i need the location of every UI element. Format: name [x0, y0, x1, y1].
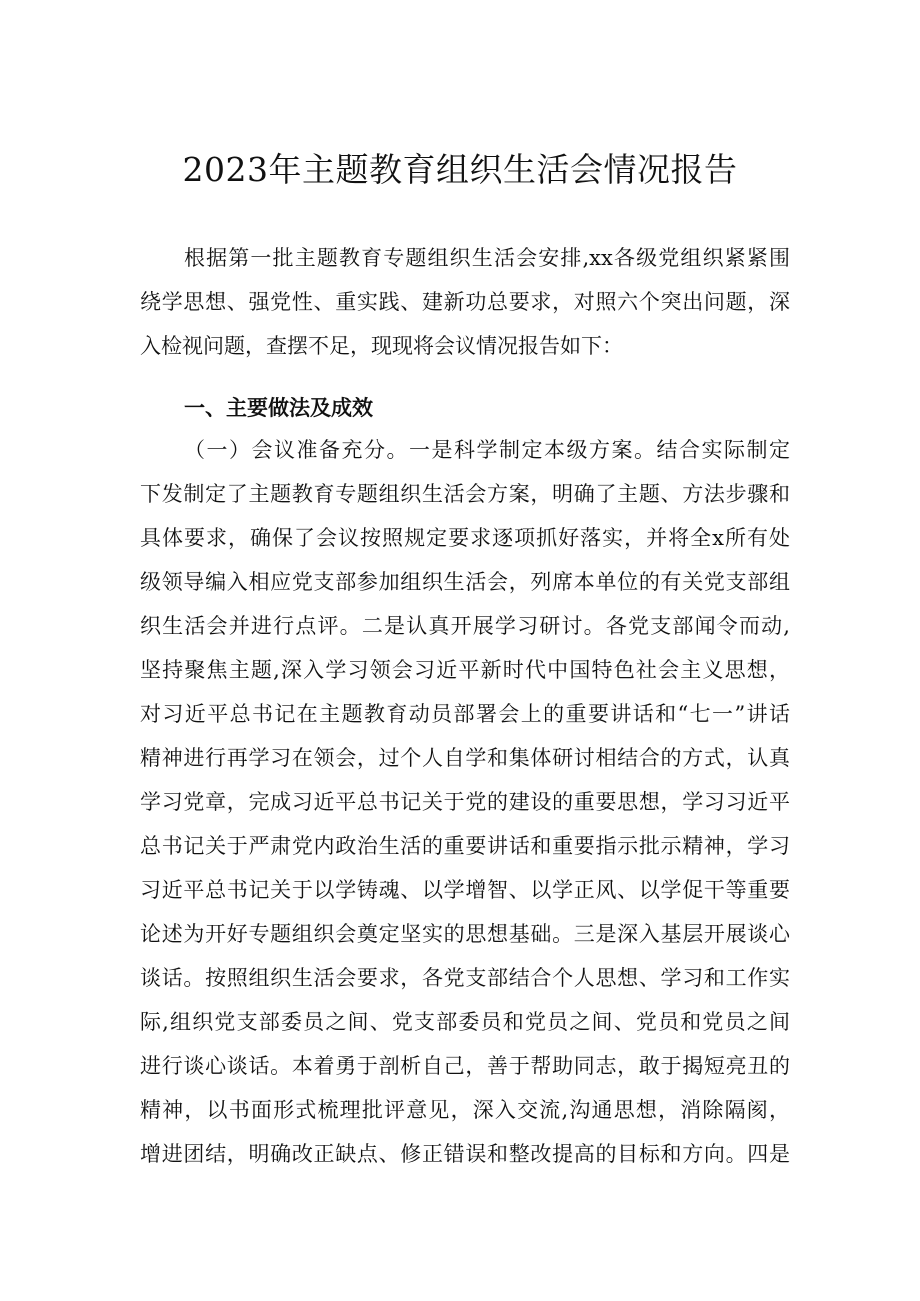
intro-line: 入检视问题，查摆不足，现现将会议情况报告如下： — [140, 334, 623, 358]
body-line: 习近平总书记关于以学铸魂、以学增智、以学正风、以学促干等重要 — [140, 878, 790, 902]
body-line: 增进团结，明确改正缺点、修正错误和整改提高的目标和方向。四是 — [140, 1142, 790, 1166]
section-heading: 一、主要做法及成效 — [184, 396, 373, 420]
body-line: 下发制定了主题教育专题组织生活会方案，明确了主题、方法步骤和 — [140, 482, 790, 506]
intro-line: 根据第一批主题教育专题组织生活会安排,xx各级党组织紧紧围 — [184, 246, 790, 270]
body-line: 谈话。按照组织生活会要求，各党支部结合个人思想、学习和工作实 — [140, 966, 790, 990]
intro-line: 绕学思想、强党性、重实践、建新功总要求，对照六个突出问题，深 — [140, 290, 790, 314]
body-line: （一）会议准备充分。一是科学制定本级方案。结合实际制定 — [184, 438, 790, 462]
body-line: 精神进行再学习在领会，过个人自学和集体研讨相结合的方式，认真 — [140, 746, 790, 770]
document-title: 2023年主题教育组织生活会情况报告 — [182, 150, 738, 189]
body-line: 总书记关于严肃党内政治生活的重要讲话和重要指示批示精神，学习 — [140, 834, 790, 858]
body-line: 进行谈心谈话。本着勇于剖析自己，善于帮助同志，敢于揭短亮丑的 — [140, 1054, 790, 1078]
body-line: 论述为开好专题组织会奠定坚实的思想基础。三是深入基层开展谈心 — [140, 922, 790, 946]
body-line: 具体要求，确保了会议按照规定要求逐项抓好落实，并将全x所有处 — [140, 526, 790, 550]
body-line: 坚持聚焦主题,深入学习领会习近平新时代中国特色社会主义思想， — [140, 658, 790, 682]
body-line: 精神，以书面形式梳理批评意见，深入交流,沟通思想，消除隔阂， — [140, 1098, 790, 1122]
body-line: 际,组织党支部委员之间、党支部委员和党员之间、党员和党员之间 — [140, 1010, 790, 1034]
body-line: 织生活会并进行点评。二是认真开展学习研讨。各党支部闻令而动, — [140, 614, 790, 638]
body-line: 级领导编入相应党支部参加组织生活会，列席本单位的有关党支部组 — [140, 570, 790, 594]
body-line: 学习党章，完成习近平总书记关于党的建设的重要思想，学习习近平 — [140, 790, 790, 814]
body-line: 对习近平总书记在主题教育动员部署会上的重要讲话和“七一”讲话 — [140, 702, 790, 726]
